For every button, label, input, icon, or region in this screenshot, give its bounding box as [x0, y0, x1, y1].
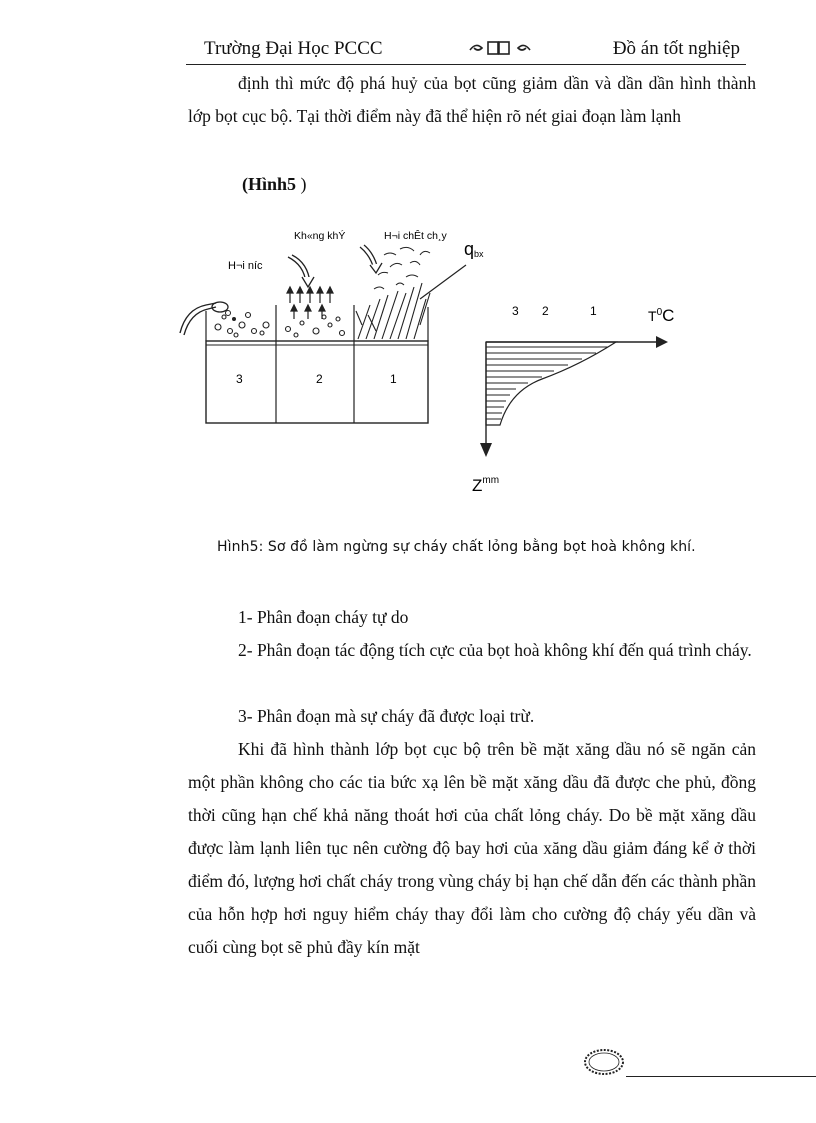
graph-zone-1: 1: [590, 304, 597, 318]
list-item-3: 3- Phân đoạn mà sự cháy đã được loại trừ.: [238, 706, 535, 726]
tank-zone-1: 1: [390, 372, 397, 386]
heat-flux-label: q: [464, 239, 475, 259]
vapor-arrows: [287, 287, 333, 319]
foam-jet-label: H¬i níc: [228, 260, 263, 272]
figure-label: [242, 174, 307, 195]
flame-hatching: [356, 283, 430, 339]
air-label: Kh«ng khÝ: [294, 230, 346, 242]
foam-bubbles-zone-3: [215, 313, 269, 338]
figure-label-tail: ): [296, 174, 307, 194]
list-item-2: 2- Phân đoạn tác động tích cực của bọt hoà không khí đến quá trình cháy.: [238, 640, 752, 660]
school-name: Trường Đại Học PCCC: [204, 38, 383, 59]
temperature-axis-label: $T^0C$: [648, 306, 675, 325]
heat-flux-line: [420, 265, 466, 299]
graph-zone-2: 2: [542, 304, 549, 318]
air-inflow-arrow: [288, 255, 314, 287]
intro-paragraph: định thì mức độ phá huỷ của bọt cũng giảm dần và dần dần hình thành lớp bọt cục bộ. Tại thời điểm này đã thể hiện rõ nét giai đoạn làm lạnh: [188, 73, 756, 126]
depth-axis-label: $Z^{mm}$: [472, 475, 500, 495]
footer-ornament-icon: [582, 1046, 628, 1082]
graph-zone-3: 3: [512, 304, 519, 318]
tank-zone-3: 3: [236, 372, 243, 386]
temperature-axis-arrow: [656, 336, 668, 348]
ornament-book-icon: [468, 38, 532, 63]
list-item-1: 1- Phân đoạn cháy tự do: [238, 607, 409, 627]
heat-flux-subscript: bx: [474, 249, 484, 259]
footer-rule: [626, 1076, 816, 1077]
fuel-vapor-arrow: [360, 245, 382, 273]
fuel-vapor-label: H¬i chÊt ch¸y: [384, 230, 447, 242]
figure-caption: Hình5: Sơ đồ làm ngừng sự cháy chất lỏng bằng bọt hoà không khí.: [217, 539, 696, 555]
tank-zone-2: 2: [316, 372, 323, 386]
depth-axis-arrow: [480, 443, 492, 457]
foam-extinguishing-diagram: [170, 215, 730, 505]
document-title: Đồ án tốt nghiệp: [612, 38, 740, 59]
page-header: [186, 38, 746, 65]
smoke-curls: [374, 247, 430, 289]
figure-label-main: (Hình5: [242, 174, 297, 194]
body-paragraph: Khi đã hình thành lớp bọt cục bộ trên bề mặt xăng dầu nó sẽ ngăn cản một phần không cho các tia bức xạ lên bề mặt xăng dầu đã được che phủ, đồng thời cũng hạn chế khả năng thoát hơi của chất lỏng cháy. Do bề mặt xăng dầu được làm lạnh liên tục nên cường độ bay hơi của xăng dầu giảm đáng kể ở thời điểm đó, lượng hơi chất cháy trong vùng cháy bị hạn chế dẫn đến các thành phần của hỗn hợp hơi nguy hiểm cháy thay đổi làm cho cường độ cháy yếu dần và cuối cùng bọt sẽ phủ đầy kín mặt: [188, 739, 756, 957]
